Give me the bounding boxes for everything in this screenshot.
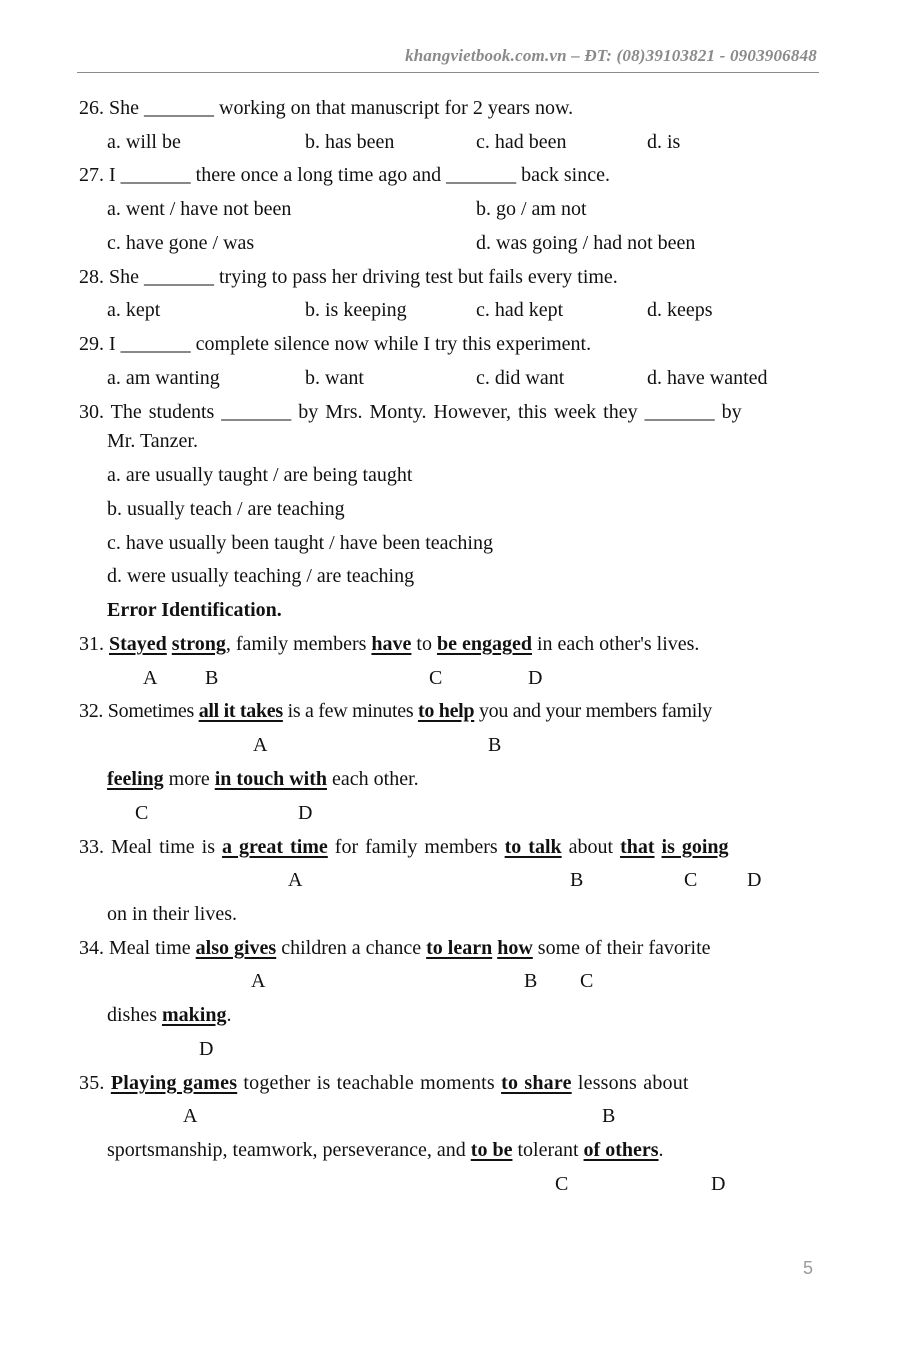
q35-label-a: A (183, 1105, 198, 1127)
q34-underlined-c: how (497, 937, 533, 959)
q35-text-4: tolerant (512, 1139, 584, 1161)
q27-option-c: c. have gone / was (107, 232, 255, 254)
q30-option-a: a. are usually taught / are being taught (107, 464, 413, 486)
q33-text-2: about (561, 836, 621, 858)
q29-option-b: b. want (305, 367, 364, 389)
q34-label-b: B (524, 970, 538, 992)
q31-label-c: C (429, 667, 443, 689)
q33-number: 33. Meal time is (79, 836, 222, 858)
q35-underlined-a: Playing games (110, 1072, 238, 1094)
question-27: 27. I _______ there once a long time ago and _______ back since. (79, 164, 610, 186)
q32-text-1: is a few minutes (282, 700, 419, 722)
q34-text-3: dishes (107, 1004, 162, 1026)
q32-text-2: you and your members family (474, 700, 712, 722)
q32-underlined-b: to help (418, 700, 475, 722)
question-32-line-1 (79, 699, 712, 723)
q28-option-a: a. kept (107, 299, 161, 321)
q35-text-3: sportsmanship, teamwork, perseverance, and (107, 1139, 471, 1161)
q33-label-d: D (747, 869, 762, 891)
q35-label-c: C (555, 1173, 569, 1195)
q28-option-d: d. keeps (647, 299, 713, 321)
q35-number: 35. (79, 1072, 111, 1094)
q34-underlined-b: to learn (426, 937, 493, 959)
question-34-line-2 (107, 1003, 231, 1027)
q31-text-2: to (411, 633, 437, 655)
q35-underlined-b: to share (501, 1072, 572, 1094)
q27-option-a: a. went / have not been (107, 198, 292, 220)
q31-label-d: D (528, 667, 543, 689)
q33-label-b: B (570, 869, 584, 891)
q34-label-d: D (199, 1038, 214, 1060)
q32-number: 32. Sometimes (79, 700, 199, 722)
q32-underlined-c: feeling (107, 768, 164, 790)
question-35-line-1 (79, 1071, 689, 1095)
page-number: 5 (803, 1258, 814, 1278)
q32-text-3: more (163, 768, 215, 790)
header-divider (77, 72, 819, 73)
q35-text-1: together is teachable moments (237, 1072, 502, 1094)
q26-option-b: b. has been (305, 131, 395, 153)
q30-option-c: c. have usually been taught / have been teaching (107, 532, 493, 554)
question-34-line-1 (79, 936, 711, 960)
q33-label-c: C (684, 869, 698, 891)
q35-text-2: lessons about (571, 1072, 689, 1094)
q31-number: 31. (79, 633, 104, 655)
q33-underlined-b: to talk (504, 836, 562, 858)
q33-label-a: A (288, 869, 303, 891)
q33-underlined-d: is going (661, 836, 729, 858)
q33-underlined-a: a great time (221, 836, 328, 858)
q34-underlined-d: making (162, 1004, 227, 1026)
q35-underlined-c: to be (470, 1139, 513, 1161)
question-30-line-2: Mr. Tanzer. (107, 430, 198, 452)
q34-text-2: some of their favorite (532, 937, 711, 959)
q34-underlined-a: also gives (195, 937, 277, 959)
q31-underlined-a: Stayed (109, 633, 167, 655)
q27-option-b: b. go / am not (476, 198, 587, 220)
question-28: 28. She _______ trying to pass her driving test but fails every time. (79, 266, 618, 288)
q29-option-a: a. am wanting (107, 367, 220, 389)
q31-text-3: in each other's lives. (531, 633, 700, 655)
q27-option-d: d. was going / had not been (476, 232, 696, 254)
q35-label-b: B (602, 1105, 616, 1127)
q32-label-c: C (135, 802, 149, 824)
q26-option-c: c. had been (476, 131, 567, 153)
q34-number: 34. Meal time (79, 937, 196, 959)
q30-option-d: d. were usually teaching / are teaching (107, 565, 415, 587)
question-26: 26. She _______ working on that manuscript for 2 years now. (79, 97, 574, 119)
q34-label-c: C (580, 970, 594, 992)
q32-label-b: B (488, 734, 502, 756)
q34-text-4: . (226, 1004, 232, 1026)
q32-label-d: D (298, 802, 313, 824)
q28-option-b: b. is keeping (305, 299, 407, 321)
question-29: 29. I _______ complete silence now while I try this experiment. (79, 333, 592, 355)
q31-underlined-d: be engaged (436, 633, 532, 655)
q32-underlined-a: all it takes (198, 700, 283, 722)
q33-text-1: for family members (327, 836, 505, 858)
question-33-line-1 (79, 835, 729, 859)
page-header: khangvietbook.com.vn – ĐT: (08)39103821 - 0903906848 (405, 46, 817, 65)
q26-option-a: a. will be (107, 131, 181, 153)
question-30-line-1: 30. The students _______ by Mrs. Monty. However, this week they _______ by (79, 401, 742, 423)
question-35-line-2 (107, 1138, 664, 1162)
q32-label-a: A (253, 734, 268, 756)
question-31 (79, 632, 699, 656)
q31-underlined-c: have (371, 633, 412, 655)
q30-option-b: b. usually teach / are teaching (107, 498, 345, 520)
q35-underlined-d: of others (583, 1139, 659, 1161)
q35-label-d: D (711, 1173, 726, 1195)
q34-label-a: A (251, 970, 266, 992)
q26-option-d: d. is (647, 131, 681, 153)
q33-underlined-c: that (620, 836, 655, 858)
question-33-line-2: on in their lives. (107, 903, 237, 925)
q29-option-d: d. have wanted (647, 367, 768, 389)
section-title: Error Identification. (107, 599, 282, 621)
q28-option-c: c. had kept (476, 299, 564, 321)
q31-text-1: , family members (225, 633, 372, 655)
q34-text-1: children a chance (276, 937, 427, 959)
question-32-line-2 (107, 767, 419, 791)
q32-text-4: each other. (327, 768, 419, 790)
q31-label-b: B (205, 667, 219, 689)
q32-underlined-d: in touch with (214, 768, 327, 790)
q31-label-a: A (143, 667, 158, 689)
q29-option-c: c. did want (476, 367, 565, 389)
q31-underlined-b: strong (171, 633, 226, 655)
q35-text-5: . (658, 1139, 664, 1161)
